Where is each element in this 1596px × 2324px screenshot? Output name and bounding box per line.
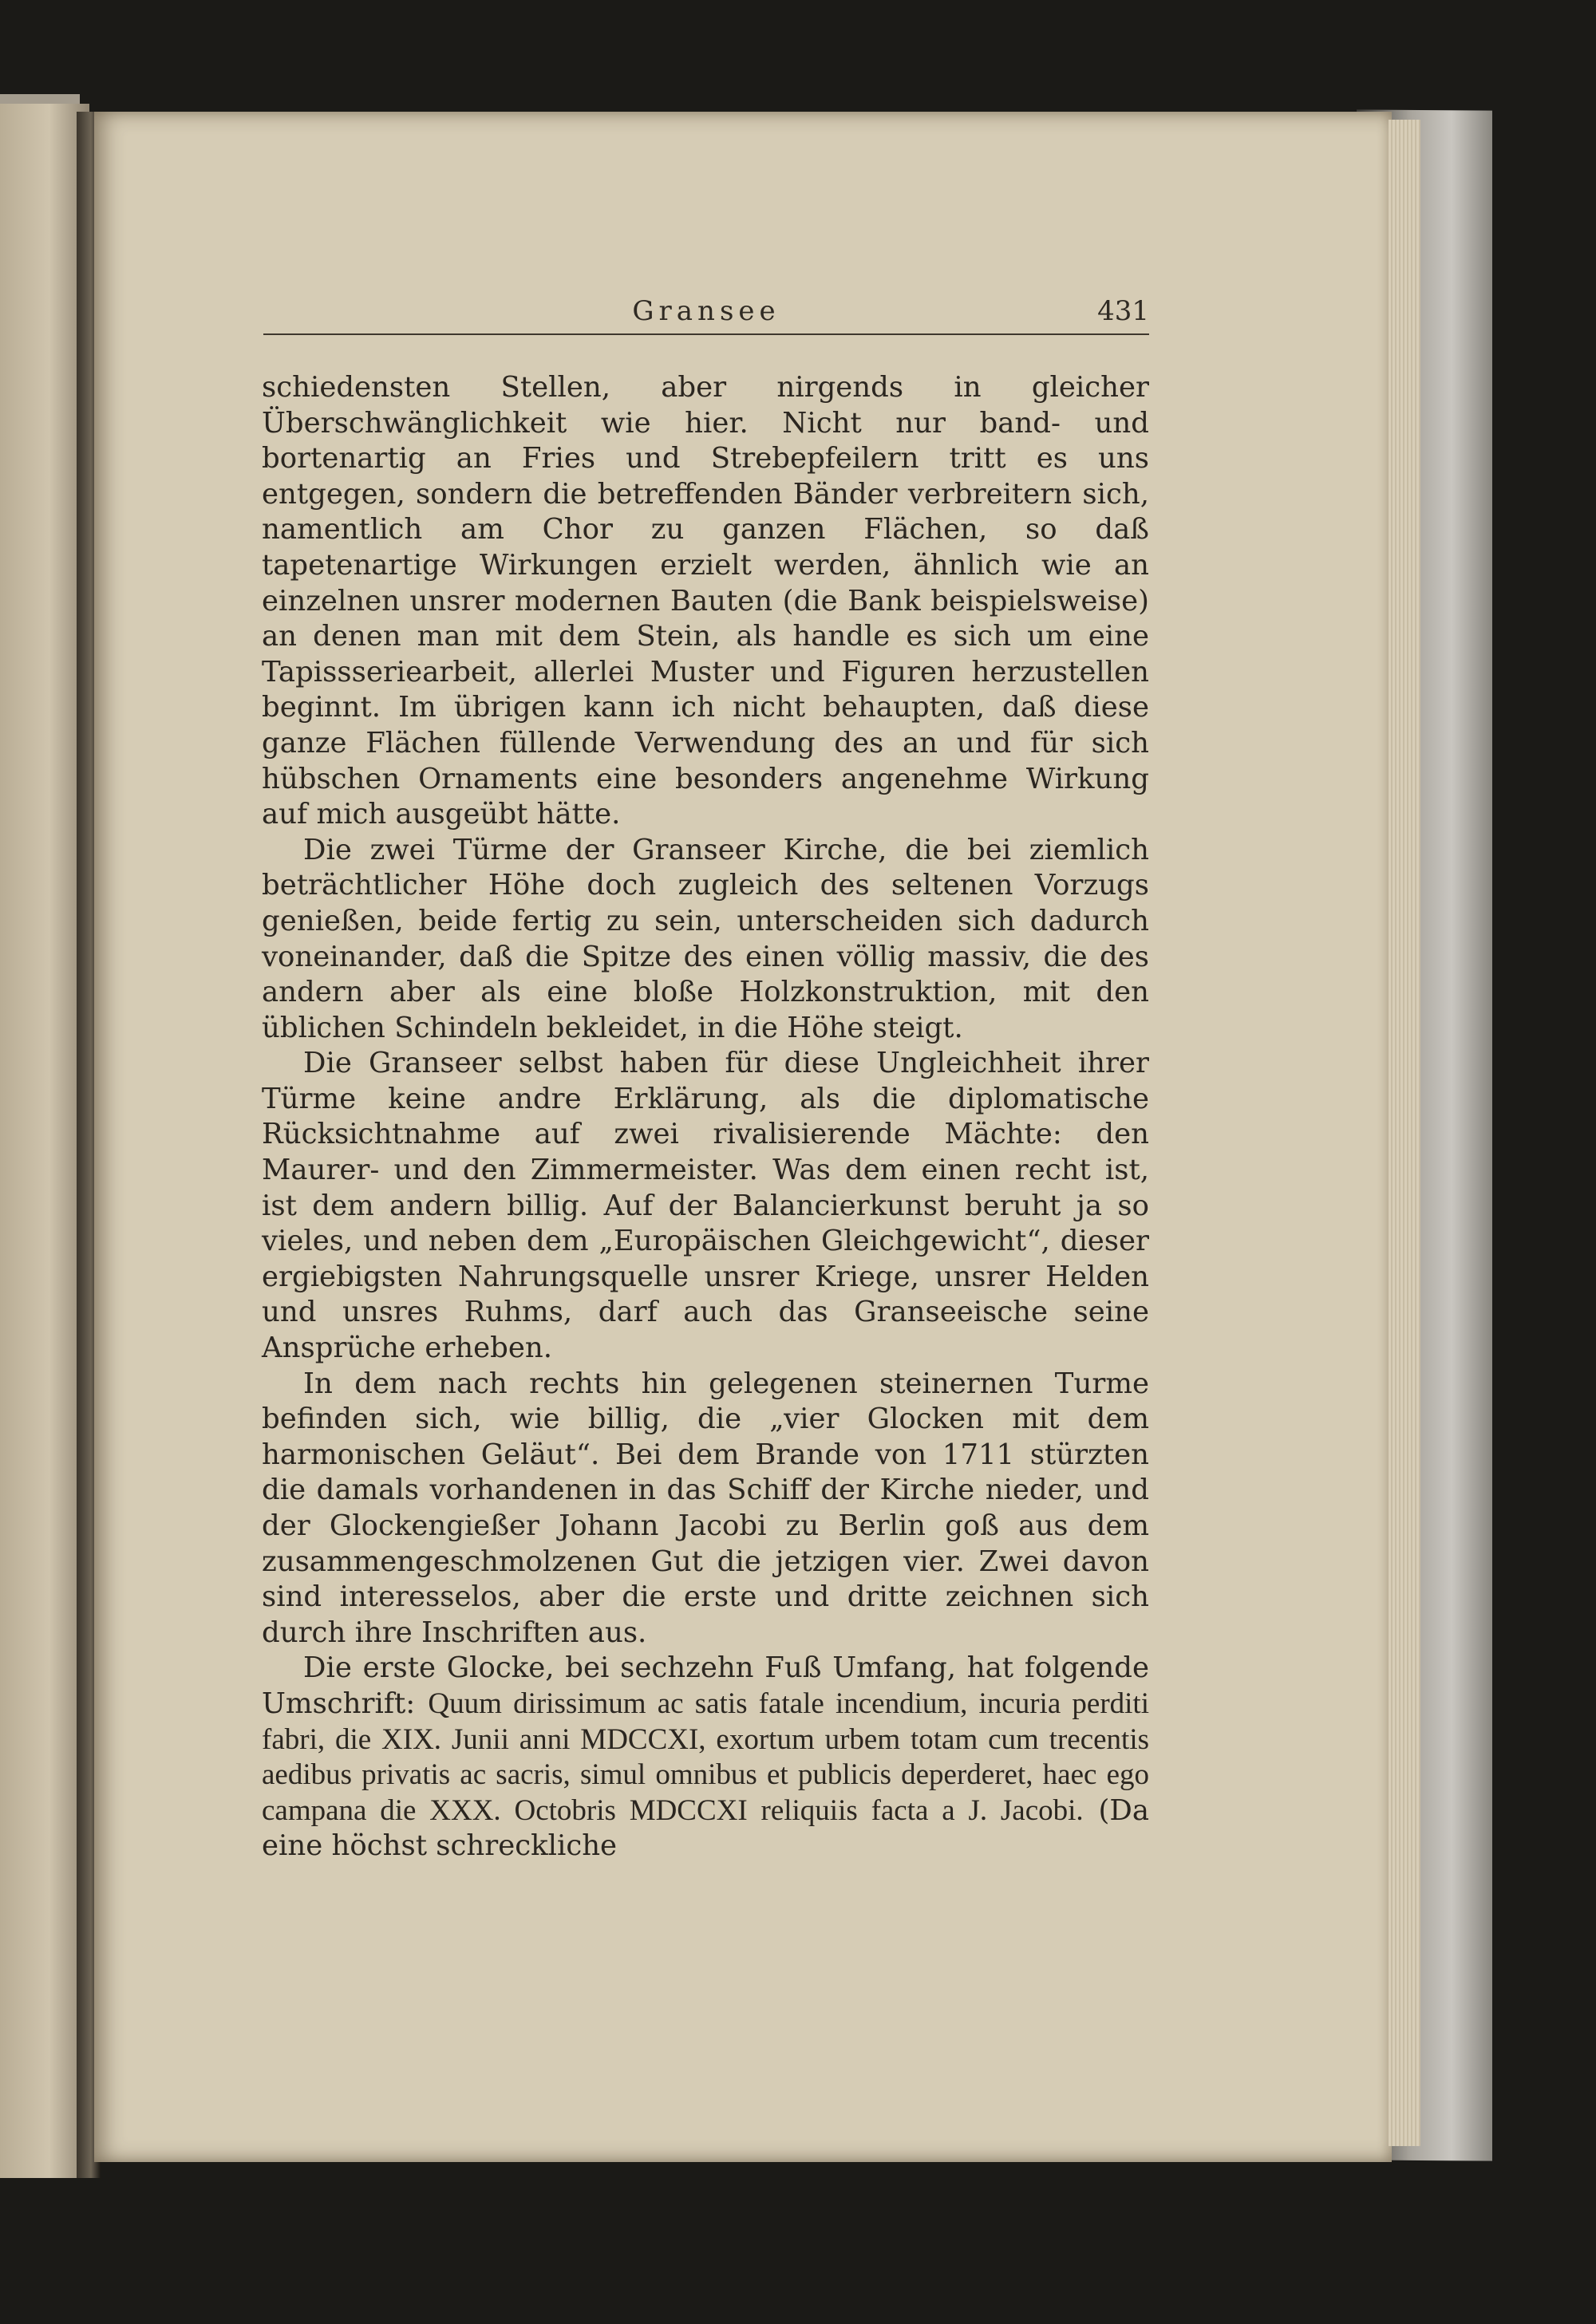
paragraph-5 [262,1651,1149,1864]
paragraph-5-tail: (Da eine höchst schreckliche [262,1793,1149,1863]
page-number: 431 [1097,295,1149,327]
body-text [262,370,1149,1864]
page-header [263,295,1149,335]
paragraph-3: Die Granseer selbst haben für diese Ungleichheit ihrer Türme keine andre Erklärung, als die diplomatische Rücksichtnahme auf zwei rivalisierende Mächte: den Maurer- und den Zimmermeister. Was dem einen recht ist, ist dem andern billig. Auf der Balancierkunst beruht ja so vieles, und neben dem „Europäischen Gleichgewicht“, dieser ergiebigsten Nahrungsquelle unsrer Kriege, unsrer Helden und unsres Ruhms, darf auch das Granseeische seine Ansprüche erheben. [262,1047,1149,1365]
page-edges [1389,120,1420,2146]
paragraph-4: In dem nach rechts hin gelegenen steinernen Turme befinden sich, wie billig, die „vier Glocken mit dem harmonischen Geläut“. Bei dem Brande von 1711 stürzten die damals vorhandenen in das Schiff der Kirche nieder, und der Glockengießer Johann Jacobi zu Berlin goß aus dem zusammengeschmolzenen Gut die jetzigen vier. Zwei davon sind interesselos, aber die erste und dritte zeichnen sich durch ihre Inschriften aus. [262,1367,1149,1649]
header-rule [263,333,1149,335]
latin-inscription: Quum dirissimum ac satis fatale incendium, incuria perditi fabri, die XIX. Junii anni MDCCXI, exortum urbem totam cum trecentis aedibus privatis ac sacris, simul omnibus et publicis deperderet, haec ego campana die XXX. Octobris MDCCXI reliquiis facta a J. Jacobi. [262,1687,1149,1827]
running-title: Gransee [632,295,780,327]
paragraph-2: Die zwei Türme der Granseer Kirche, die bei ziemlich beträchtlicher Höhe doch zugleich des seltenen Vorzugs genießen, beide fertig zu sein, unterscheiden sich dadurch voneinander, daß die Spitze des einen völlig massiv, die des andern aber als eine bloße Holzkonstruktion, mit den üblichen Schindeln bekleidet, in die Höhe steigt. [262,833,1149,1044]
paragraph-1: schiedensten Stellen, aber nirgends in gleicher Überschwänglichkeit wie hier. Nicht nur band- und bortenartig an Fries und Strebepfeilern tritt es uns entgegen, sondern die betreffenden Bänder verbreitern sich, namentlich am Chor zu ganzen Flächen, so daß tapetenartige Wirkungen erzielt werden, ähnlich wie an einzelnen unsrer modernen Bauten (die Bank beispielsweise) an denen man mit dem Stein, als handle es sich um eine Tapissseriearbeit, allerlei Muster und Figuren herzustellen beginnt. Im übrigen kann ich nicht behaupten, daß diese ganze Flächen füllende Verwendung des an und für sich hübschen Ornaments eine besonders angenehme Wirkung auf mich ausgeübt hätte. [262,371,1149,831]
paragraph-5-intro: Die erste Glocke, bei sechzehn Fuß Umfang, hat folgende Umschrift: [262,1651,1149,1720]
